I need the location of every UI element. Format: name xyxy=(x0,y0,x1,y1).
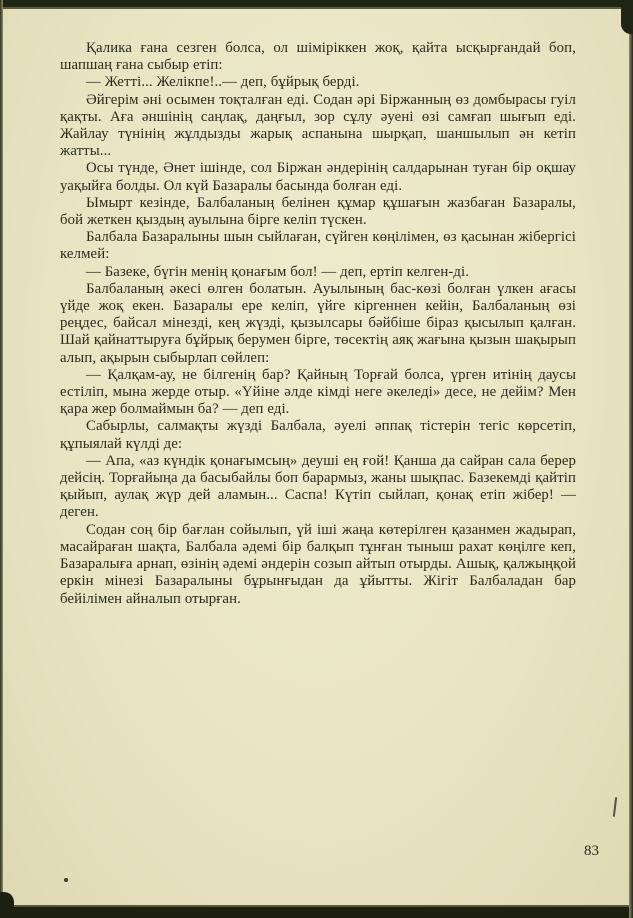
page-number: 83 xyxy=(584,843,599,859)
paragraph-dialogue: — Жетті... Желікпе!..— деп, бұйрық берді. xyxy=(86,74,360,91)
scan-corner-top-right xyxy=(621,0,633,34)
paragraph: Ымырт кезінде, Балбаланың белінен құмар құшағын жазбаған Базаралы, бой жеткен қыздың ауылына бірге келіп түскен. xyxy=(60,194,576,229)
paragraph-dialogue: — Қалқам-ау, не білгенің бар? Қайның Торғай болса, үрген итінің даусы естіліп, мына жерде отыр. «Үйіне әлде кімді неге әкеледі» десе, не дейім? Мен қара жер болмаймын ба? — деп еді. xyxy=(60,366,576,418)
paragraph: Қалика ғана сезген болса, ол шіміріккен жоқ, қайта ысқырғандай боп, шапшаң ғана сыбыр етіп: xyxy=(60,40,576,74)
paragraph: Содан соң бір бағлан сойылып, үй іші жаңа көтерілген қазанмен жадырап, масайраған шақта, Балбала әдемі бір балқып тұнған тыныш рахат көңілге кеп, Базаралыға арнап, өзінің әдемі әндерін созып айтып отырды. Ашық, қалжыңқой еркін мінезі Базаралыны бұрынғыдан да ұйытты. Жігіт Балбаладан бар бейілімен айналып отырған. xyxy=(60,521,576,607)
margin-ink-mark xyxy=(613,797,617,817)
paragraph: Әйгерім әні осымен тоқталған еді. Содан әрі Біржанның өз домбырасы гуіл қақты. Аға әншінің саңлақ, даңғыл, зор сұлу әуені өзі самғап шығып еді. Жайлау түнінің жұлдызды жарық аспанына шырқап, шаншылып ән кетіп жатты... xyxy=(60,91,576,160)
paragraph-dialogue: — Апа, «аз күндік қонағымсың» деуші ең ғой! Қанша да сайран сала берер дейсің. Торғайыңа да басыбайлы боп барармыз, жаны шықпас. Базекемді қайтіп қыйып, аулақ жүр дей аламын... Саспа! Күтіп сыйлап, қонақ етіп жібер! — деген. xyxy=(60,452,576,521)
paragraph: Осы түнде, Әнет ішінде, сол Біржан әндерінің салдарынан туған бір оқшау уақыйға болды. Ол күй Базаралы басында болған еді. xyxy=(60,160,576,194)
scan-edge-left xyxy=(0,0,3,918)
paragraph-dialogue: — Базеке, бүгін менің қонағым бол! — деп, ертіп келген-ді. xyxy=(86,263,470,280)
paragraph: Сабырлы, салмақты жүзді Балбала, әуелі әппақ тістерін тегіс көрсетіп, құпыялай күлді де: xyxy=(60,418,576,452)
scan-edge-right xyxy=(629,0,633,918)
paragraph: Балбаланың әкесі өлген болатын. Ауылының бас-көзі болған үлкен ағасы үйде жоқ екен. Базаралы ере келіп, үйге кіргеннен кейін, Балбаланың өзі реңдес, байсал мінезді, кең жүзді, қызылсары бәйбіше біраз қысылып қалған. Шай қайнаттыруға бұйрық берумен бірге, төсектің аяқ жағына қызын шақырып алып, ақырын сыбырлап сөйлеп: xyxy=(60,280,576,366)
page-text xyxy=(60,40,576,608)
scan-edge-bottom xyxy=(0,905,633,918)
paragraph: Балбала Базаралыны шын сыйлаған, сүйген көңілімен, өз қасынан жібергісі келмей: xyxy=(60,229,576,263)
scan-edge-top xyxy=(0,0,633,9)
ink-speck xyxy=(64,878,68,882)
scan-corner-bottom-left xyxy=(0,892,14,918)
